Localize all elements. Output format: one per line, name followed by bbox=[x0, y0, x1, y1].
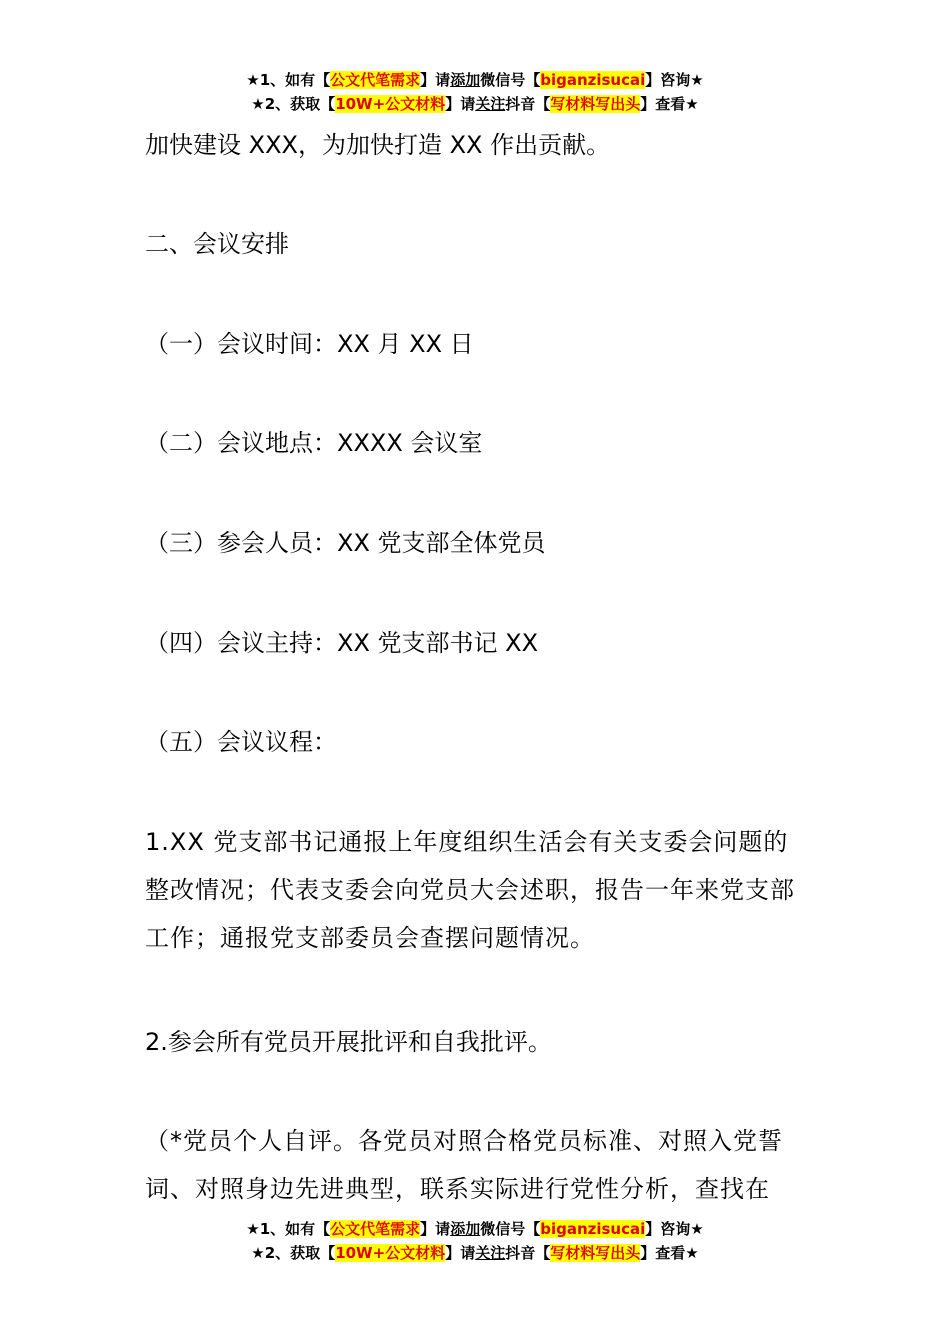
banner-highlight: biganzisucai bbox=[540, 1220, 646, 1238]
banner-underline: 添加 bbox=[450, 71, 481, 89]
banner-highlight: 写材料写出头 bbox=[550, 1244, 641, 1262]
footer-banner-line-2 bbox=[0, 1241, 950, 1265]
meeting-host: （四）会议主持：XX 党支部书记 XX bbox=[145, 629, 539, 657]
meeting-location: （二）会议地点：XXXX 会议室 bbox=[145, 429, 483, 457]
banner-text: 】查看★ bbox=[640, 95, 699, 113]
banner-text: 微信号【 bbox=[480, 71, 541, 89]
banner-highlight: biganzisucai bbox=[540, 71, 646, 89]
header-banner-line-1 bbox=[0, 68, 950, 92]
banner-underline: 添加 bbox=[450, 1220, 481, 1238]
banner-text: 】咨询★ bbox=[645, 1220, 704, 1238]
agenda-item-2: 2.参会所有党员开展批评和自我批评。 bbox=[145, 1028, 552, 1056]
banner-text: 】请 bbox=[420, 71, 451, 89]
banner-text: 】咨询★ bbox=[645, 71, 704, 89]
section-heading: 二、会议安排 bbox=[145, 230, 289, 258]
banner-highlight: 写材料写出头 bbox=[550, 95, 641, 113]
header-banner bbox=[0, 68, 950, 116]
banner-text: ★1、如有【 bbox=[246, 71, 331, 89]
agenda-item-3: （*党员个人自评。各党员对照合格党员标准、对照入党誓词、对照身边先进典型，联系实际进行党性分析，查找在 bbox=[145, 1127, 783, 1203]
banner-text: 抖音【 bbox=[505, 95, 551, 113]
banner-highlight: 10W+公文材料 bbox=[335, 95, 446, 113]
banner-text: ★2、获取【 bbox=[251, 95, 336, 113]
banner-text: ★1、如有【 bbox=[246, 1220, 331, 1238]
banner-highlight: 公文代笔需求 bbox=[330, 71, 421, 89]
banner-text: 微信号【 bbox=[480, 1220, 541, 1238]
banner-underline: 关注 bbox=[475, 1244, 506, 1262]
banner-text: 】请 bbox=[420, 1220, 451, 1238]
banner-text: 抖音【 bbox=[505, 1244, 551, 1262]
banner-text: 】请 bbox=[445, 1244, 476, 1262]
header-banner-line-2 bbox=[0, 92, 950, 116]
banner-highlight: 10W+公文材料 bbox=[335, 1244, 446, 1262]
banner-highlight: 公文代笔需求 bbox=[330, 1220, 421, 1238]
banner-text: 】查看★ bbox=[640, 1244, 699, 1262]
meeting-attendees: （三）参会人员：XX 党支部全体党员 bbox=[145, 529, 546, 557]
footer-banner bbox=[0, 1217, 950, 1265]
paragraph-intro-end: 加快建设 XXX，为加快打造 XX 作出贡献。 bbox=[145, 131, 611, 159]
meeting-time: （一）会议时间：XX 月 XX 日 bbox=[145, 330, 474, 358]
banner-text: 】请 bbox=[445, 95, 476, 113]
agenda-item-1: 1.XX 党支部书记通报上年度组织生活会有关支委会问题的整改情况；代表支委会向党员大会述职，报告一年来党支部工作；通报党支部委员会查摆问题情况。 bbox=[145, 828, 795, 952]
meeting-agenda-heading: （五）会议议程： bbox=[145, 728, 337, 756]
banner-underline: 关注 bbox=[475, 95, 506, 113]
footer-banner-line-1 bbox=[0, 1217, 950, 1241]
banner-text: ★2、获取【 bbox=[251, 1244, 336, 1262]
